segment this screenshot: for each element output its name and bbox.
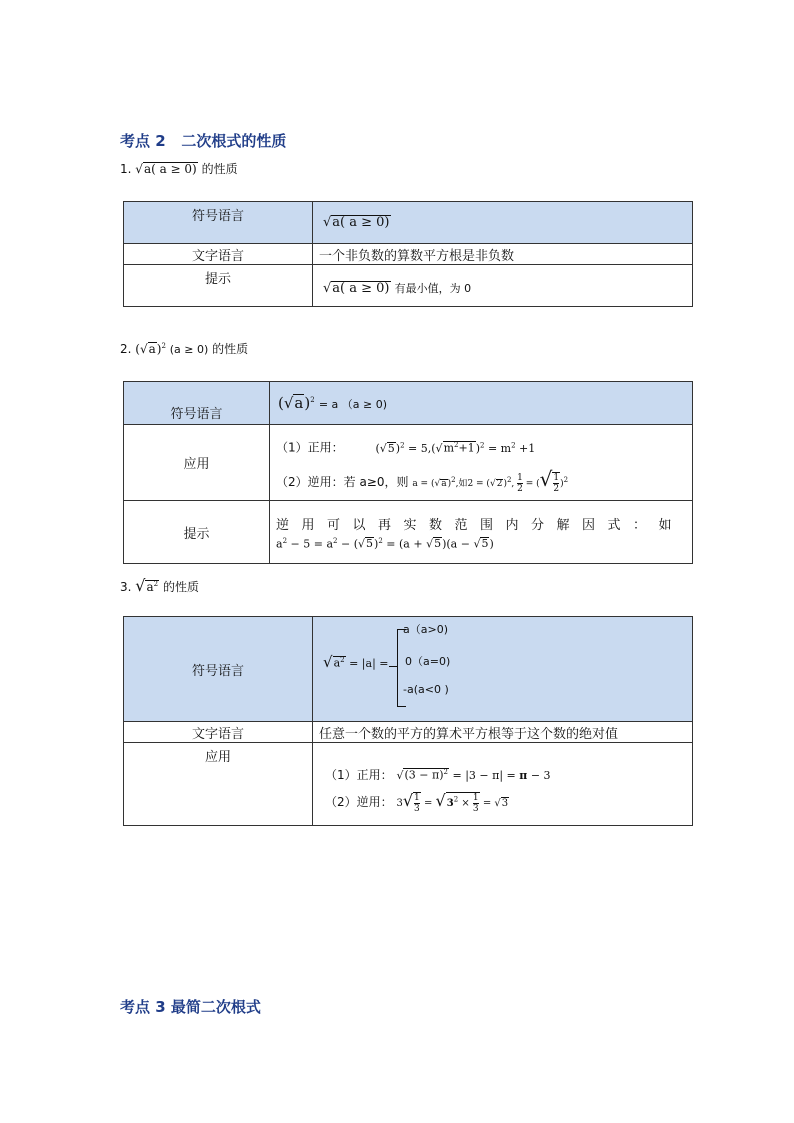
subsection-2-cond: (a ≥ 0) (169, 343, 209, 356)
row-label: 提示 (124, 265, 313, 307)
table-sqrt-a2 (123, 616, 693, 826)
row-label: 文字语言 (124, 244, 313, 265)
subsection-1-expr: √a( a ≥ 0) (135, 162, 197, 176)
row-content: √a( a ≥ 0) 有最小值，为 0 (313, 265, 693, 307)
row-label: 文字语言 (124, 722, 313, 743)
subsection-3-suffix: 的性质 (162, 580, 199, 594)
row-content: $√a^2 = |a|$ = a（a>0) 0（a=0) -a(a<0 ) (313, 617, 693, 722)
case-positive: a（a>0) (403, 623, 448, 636)
subsection-2-label: 2. (120, 342, 132, 356)
row-label: 符号语言 (124, 382, 270, 425)
row-label: 应用 (124, 425, 270, 501)
hint-formula: $a^2 - 5 = a^2 - (√5)^2 = (a + √5)(a - √5)$ (276, 536, 494, 551)
row-content: （1）正用： $√(3 - \pi)^2 = |3 - \pi| = \pi - 3$ （2）逆用： 3√ $\frac{1}{3}$ = $√3^2$ × $\frac{1}{3}$ = √3 (313, 743, 693, 826)
table-sqrt-a-squared (123, 381, 693, 564)
row-content: （1）正用： $(√5)^2 = 5,(√m^2+1)^2 = m^2 +1$ （2）逆用：若 a≥0，则 $a = (√a)^2$,如$2 = (√2)^2$, $\frac{1}{2}$ = (√ $\frac{1}{2}$ )$^2$ (270, 425, 693, 501)
case-negative: -a(a<0 ) (403, 683, 449, 696)
subsection-1-label: 1. (120, 162, 132, 176)
row-content (270, 501, 693, 564)
subsection-1-title (120, 160, 238, 177)
subsection-2-title (120, 340, 248, 357)
section-heading-3: 考点 3 最简二次根式 (120, 998, 261, 1016)
row-content: 一个非负数的算数平方根是非负数 (313, 244, 693, 265)
table-row (124, 425, 693, 501)
row-label: 符号语言 (124, 617, 313, 722)
subsection-2-suffix: 的性质 (212, 342, 249, 356)
subsection-1-suffix: 的性质 (201, 162, 238, 176)
table-row (124, 202, 693, 244)
table-row (124, 382, 693, 425)
row-content: $(√a)^2 = a$ （a ≥ 0) (270, 382, 693, 425)
row-content: 任意一个数的平方的算术平方根等于这个数的绝对值 (313, 722, 693, 743)
row-label: 提示 (124, 501, 270, 564)
table-row (124, 265, 693, 307)
subsection-2-expr: $(√a)^2$ (135, 342, 166, 356)
case-zero: 0（a=0) (405, 655, 451, 668)
subsection-3-expr: $√a^2$ (135, 576, 159, 595)
row-label: 符号语言 (124, 202, 313, 244)
table-row (124, 743, 693, 826)
row-label: 应用 (124, 743, 313, 826)
table-row (124, 244, 693, 265)
table-sqrt-a (123, 201, 693, 307)
section-heading-2: 考点 2 二次根式的性质 (120, 132, 287, 150)
subsection-3-label: 3. (120, 580, 132, 594)
table-row (124, 722, 693, 743)
table-row (124, 617, 693, 722)
table-row (124, 501, 693, 564)
hint-text: 逆用可以再实数范围内分解因式：如 (276, 517, 685, 533)
subsection-3-title (120, 576, 199, 595)
row-content: √a( a ≥ 0) (313, 202, 693, 244)
